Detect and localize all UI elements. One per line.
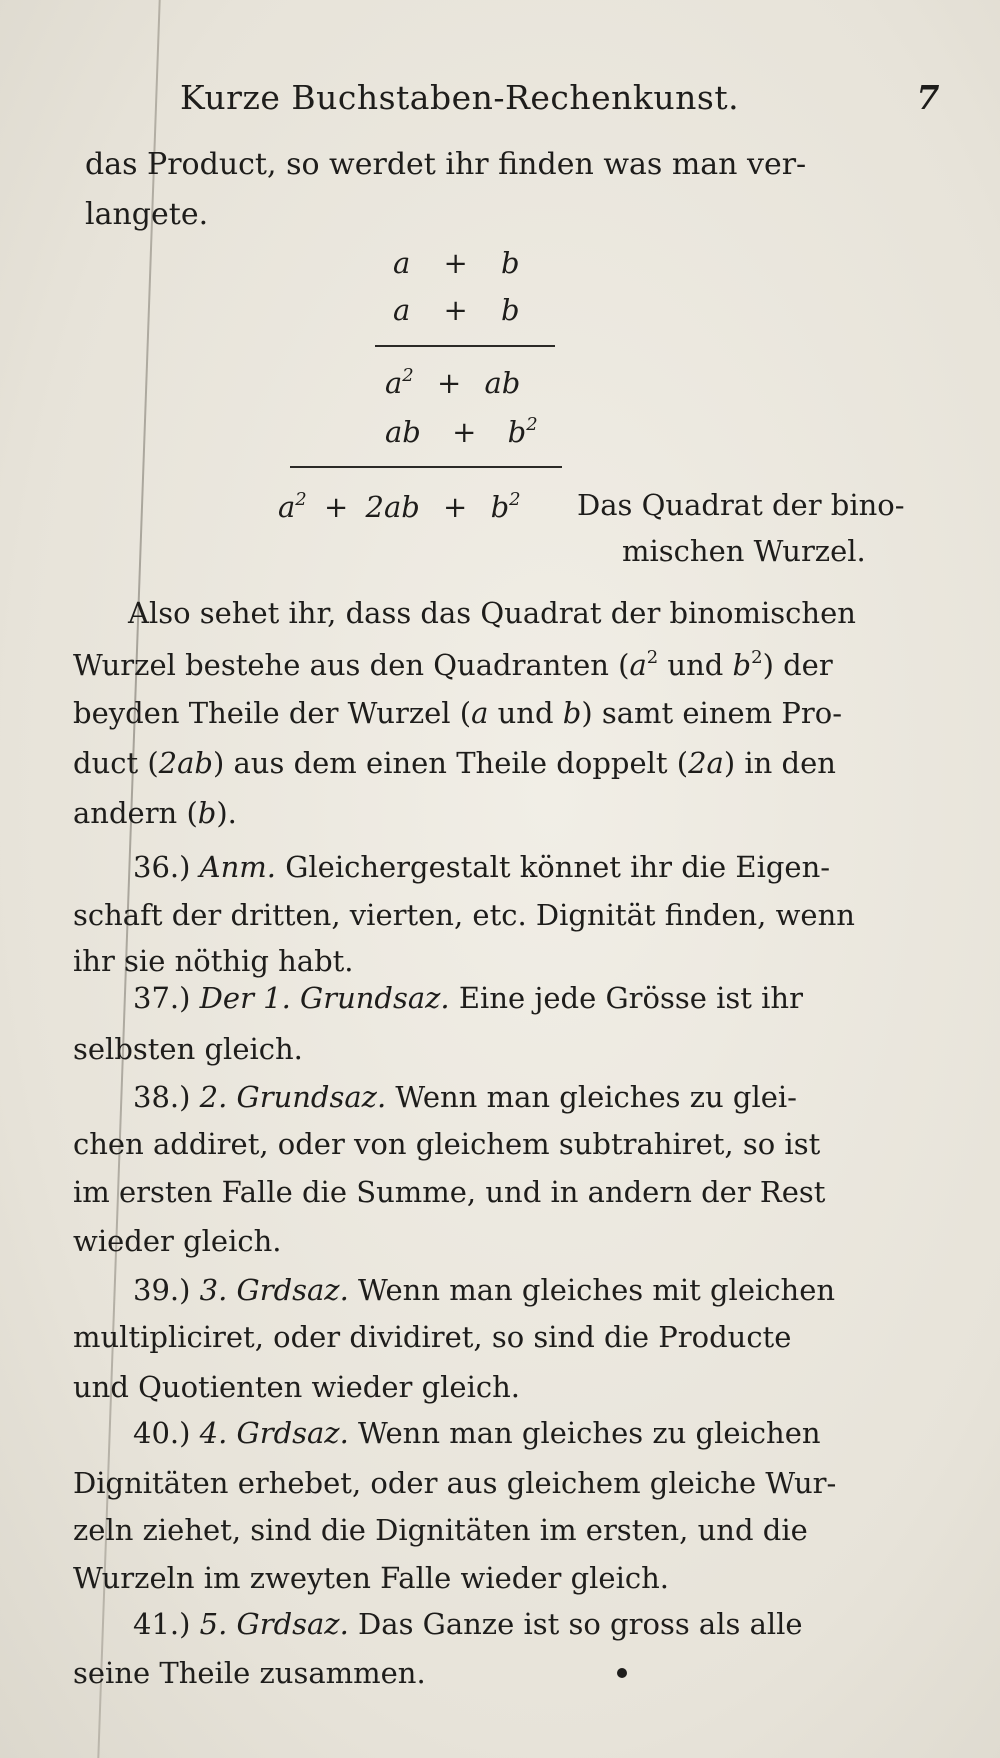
text: Wenn man gleiches zu glei- [386, 1080, 797, 1114]
math-term: a [629, 648, 647, 682]
plus-sign: + [443, 490, 468, 524]
text: ). [216, 796, 237, 830]
paragraph-37-line-1 [133, 983, 803, 1015]
paragraph-number: 40.) [133, 1416, 191, 1450]
conclusion-line-4 [73, 748, 836, 780]
text: Das Ganze ist so gross als alle [348, 1607, 803, 1641]
exponent: 2 [509, 489, 521, 510]
text: ) aus dem einen Theile doppelt ( [212, 746, 689, 780]
page-number: 7 [916, 78, 940, 117]
text: und [488, 696, 563, 730]
plus-sign: + [323, 490, 349, 524]
paragraph-title: Anm. [199, 850, 276, 884]
term: 2ab [365, 490, 420, 524]
paragraph-39-line-2: multipliciret, oder dividiret, so sind die Producte [73, 1320, 792, 1354]
paragraph-title: 2. Grundsaz. [199, 1080, 387, 1114]
term: a [385, 366, 403, 400]
exponent: 2 [526, 414, 538, 435]
text: duct ( [73, 746, 159, 780]
plus-sign: + [452, 415, 477, 449]
result-caption-line-2: mischen Wurzel. [622, 534, 866, 568]
mult-row-2 [393, 295, 520, 327]
paragraph-36-line-1 [133, 852, 830, 884]
paragraph-41-line-1 [133, 1609, 803, 1641]
paragraph-title: Der 1. Grundsaz. [199, 981, 450, 1015]
conclusion-line-1: Also sehet ihr, dass das Quadrat der binomischen [128, 596, 856, 630]
term: b [507, 415, 527, 449]
factor-a: a [393, 246, 411, 280]
paragraph-38-line-1 [133, 1082, 797, 1114]
math-term: a [471, 696, 489, 730]
text: und [658, 648, 733, 682]
paragraph-39-line-3: und Quotienten wieder gleich. [73, 1370, 521, 1404]
term: ab [385, 415, 421, 449]
running-head: Kurze Buchstaben-Rechenkunst. [180, 78, 740, 117]
partial-product-2 [385, 415, 538, 449]
paragraph-title: 3. Grdsaz. [199, 1273, 349, 1307]
paragraph-40-line-3: zeln ziehet, sind die Dignitäten im ersten, und die [73, 1513, 808, 1547]
text: Wenn man gleiches mit gleichen [348, 1273, 836, 1307]
term: ab [484, 366, 521, 400]
exponent: 2 [751, 647, 763, 668]
factor-b: b [501, 246, 520, 280]
paragraph-36-line-3: ihr sie nöthig habt. [73, 944, 354, 978]
paragraph-40-line-1 [133, 1418, 821, 1450]
text: Wurzel bestehe aus den Quadranten ( [73, 648, 630, 682]
text: Wenn man gleiches zu gleichen [348, 1416, 821, 1450]
text: ) samt einem Pro- [581, 696, 843, 730]
math-term: b [562, 696, 582, 730]
plus-sign: + [443, 293, 468, 327]
intro-line-2: langete. [85, 197, 209, 232]
text: Gleichergestalt könnet ihr die Eigen- [276, 850, 831, 884]
ink-dot [617, 1668, 627, 1678]
paragraph-38-line-2: chen addiret, oder von gleichem subtrahiret, so ist [73, 1127, 821, 1161]
paragraph-38-line-3: im ersten Falle die Summe, und in andern der Rest [73, 1175, 826, 1209]
term: a [278, 490, 296, 524]
math-term: 2a [688, 746, 724, 780]
text: ) in den [723, 746, 836, 780]
sum-rule-1 [375, 345, 555, 347]
conclusion-line-2 [73, 648, 833, 682]
intro-line-1: das Product, so werdet ihr finden was man ver- [85, 147, 807, 182]
paragraph-number: 37.) [133, 981, 191, 1015]
text: ) der [762, 648, 833, 682]
math-term: b [732, 648, 752, 682]
factor-a: a [393, 293, 411, 327]
exponent: 2 [646, 647, 659, 668]
paragraph-38-line-4: wieder gleich. [73, 1224, 282, 1258]
conclusion-line-5 [73, 798, 237, 830]
factor-b: b [501, 293, 520, 327]
result-caption-line-1: Das Quadrat der bino- [577, 488, 905, 522]
exponent: 2 [402, 365, 414, 386]
text: beyden Theile der Wurzel ( [73, 696, 472, 730]
paragraph-number: 38.) [133, 1080, 191, 1114]
sum-rule-2 [290, 466, 562, 468]
product-result [278, 490, 521, 524]
plus-sign: + [443, 246, 468, 280]
math-term: 2ab [158, 746, 213, 780]
paragraph-36-line-2: schaft der dritten, vierten, etc. Dignität finden, wenn [73, 898, 855, 932]
text: andern ( [73, 796, 198, 830]
paragraph-number: 36.) [133, 850, 191, 884]
paragraph-title: 5. Grdsaz. [199, 1607, 349, 1641]
exponent: 2 [295, 489, 307, 510]
text: Eine jede Grösse ist ihr [449, 981, 803, 1015]
partial-product-1 [385, 366, 520, 400]
paragraph-number: 39.) [133, 1273, 191, 1307]
paragraph-number: 41.) [133, 1607, 191, 1641]
paragraph-41-line-2: seine Theile zusammen. [73, 1656, 426, 1690]
math-term: b [197, 796, 217, 830]
page-header [180, 78, 940, 124]
plus-sign: + [436, 366, 462, 400]
paragraph-40-line-4: Wurzeln im zweyten Falle wieder gleich. [73, 1561, 669, 1595]
paragraph-40-line-2: Dignitäten erhebet, oder aus gleichem gleiche Wur- [73, 1466, 837, 1500]
mult-row-1 [393, 248, 520, 280]
term: b [490, 490, 510, 524]
paragraph-title: 4. Grdsaz. [199, 1416, 349, 1450]
paragraph-39-line-1 [133, 1275, 835, 1307]
paragraph-37-line-2: selbsten gleich. [73, 1032, 303, 1066]
conclusion-line-3 [73, 698, 842, 730]
